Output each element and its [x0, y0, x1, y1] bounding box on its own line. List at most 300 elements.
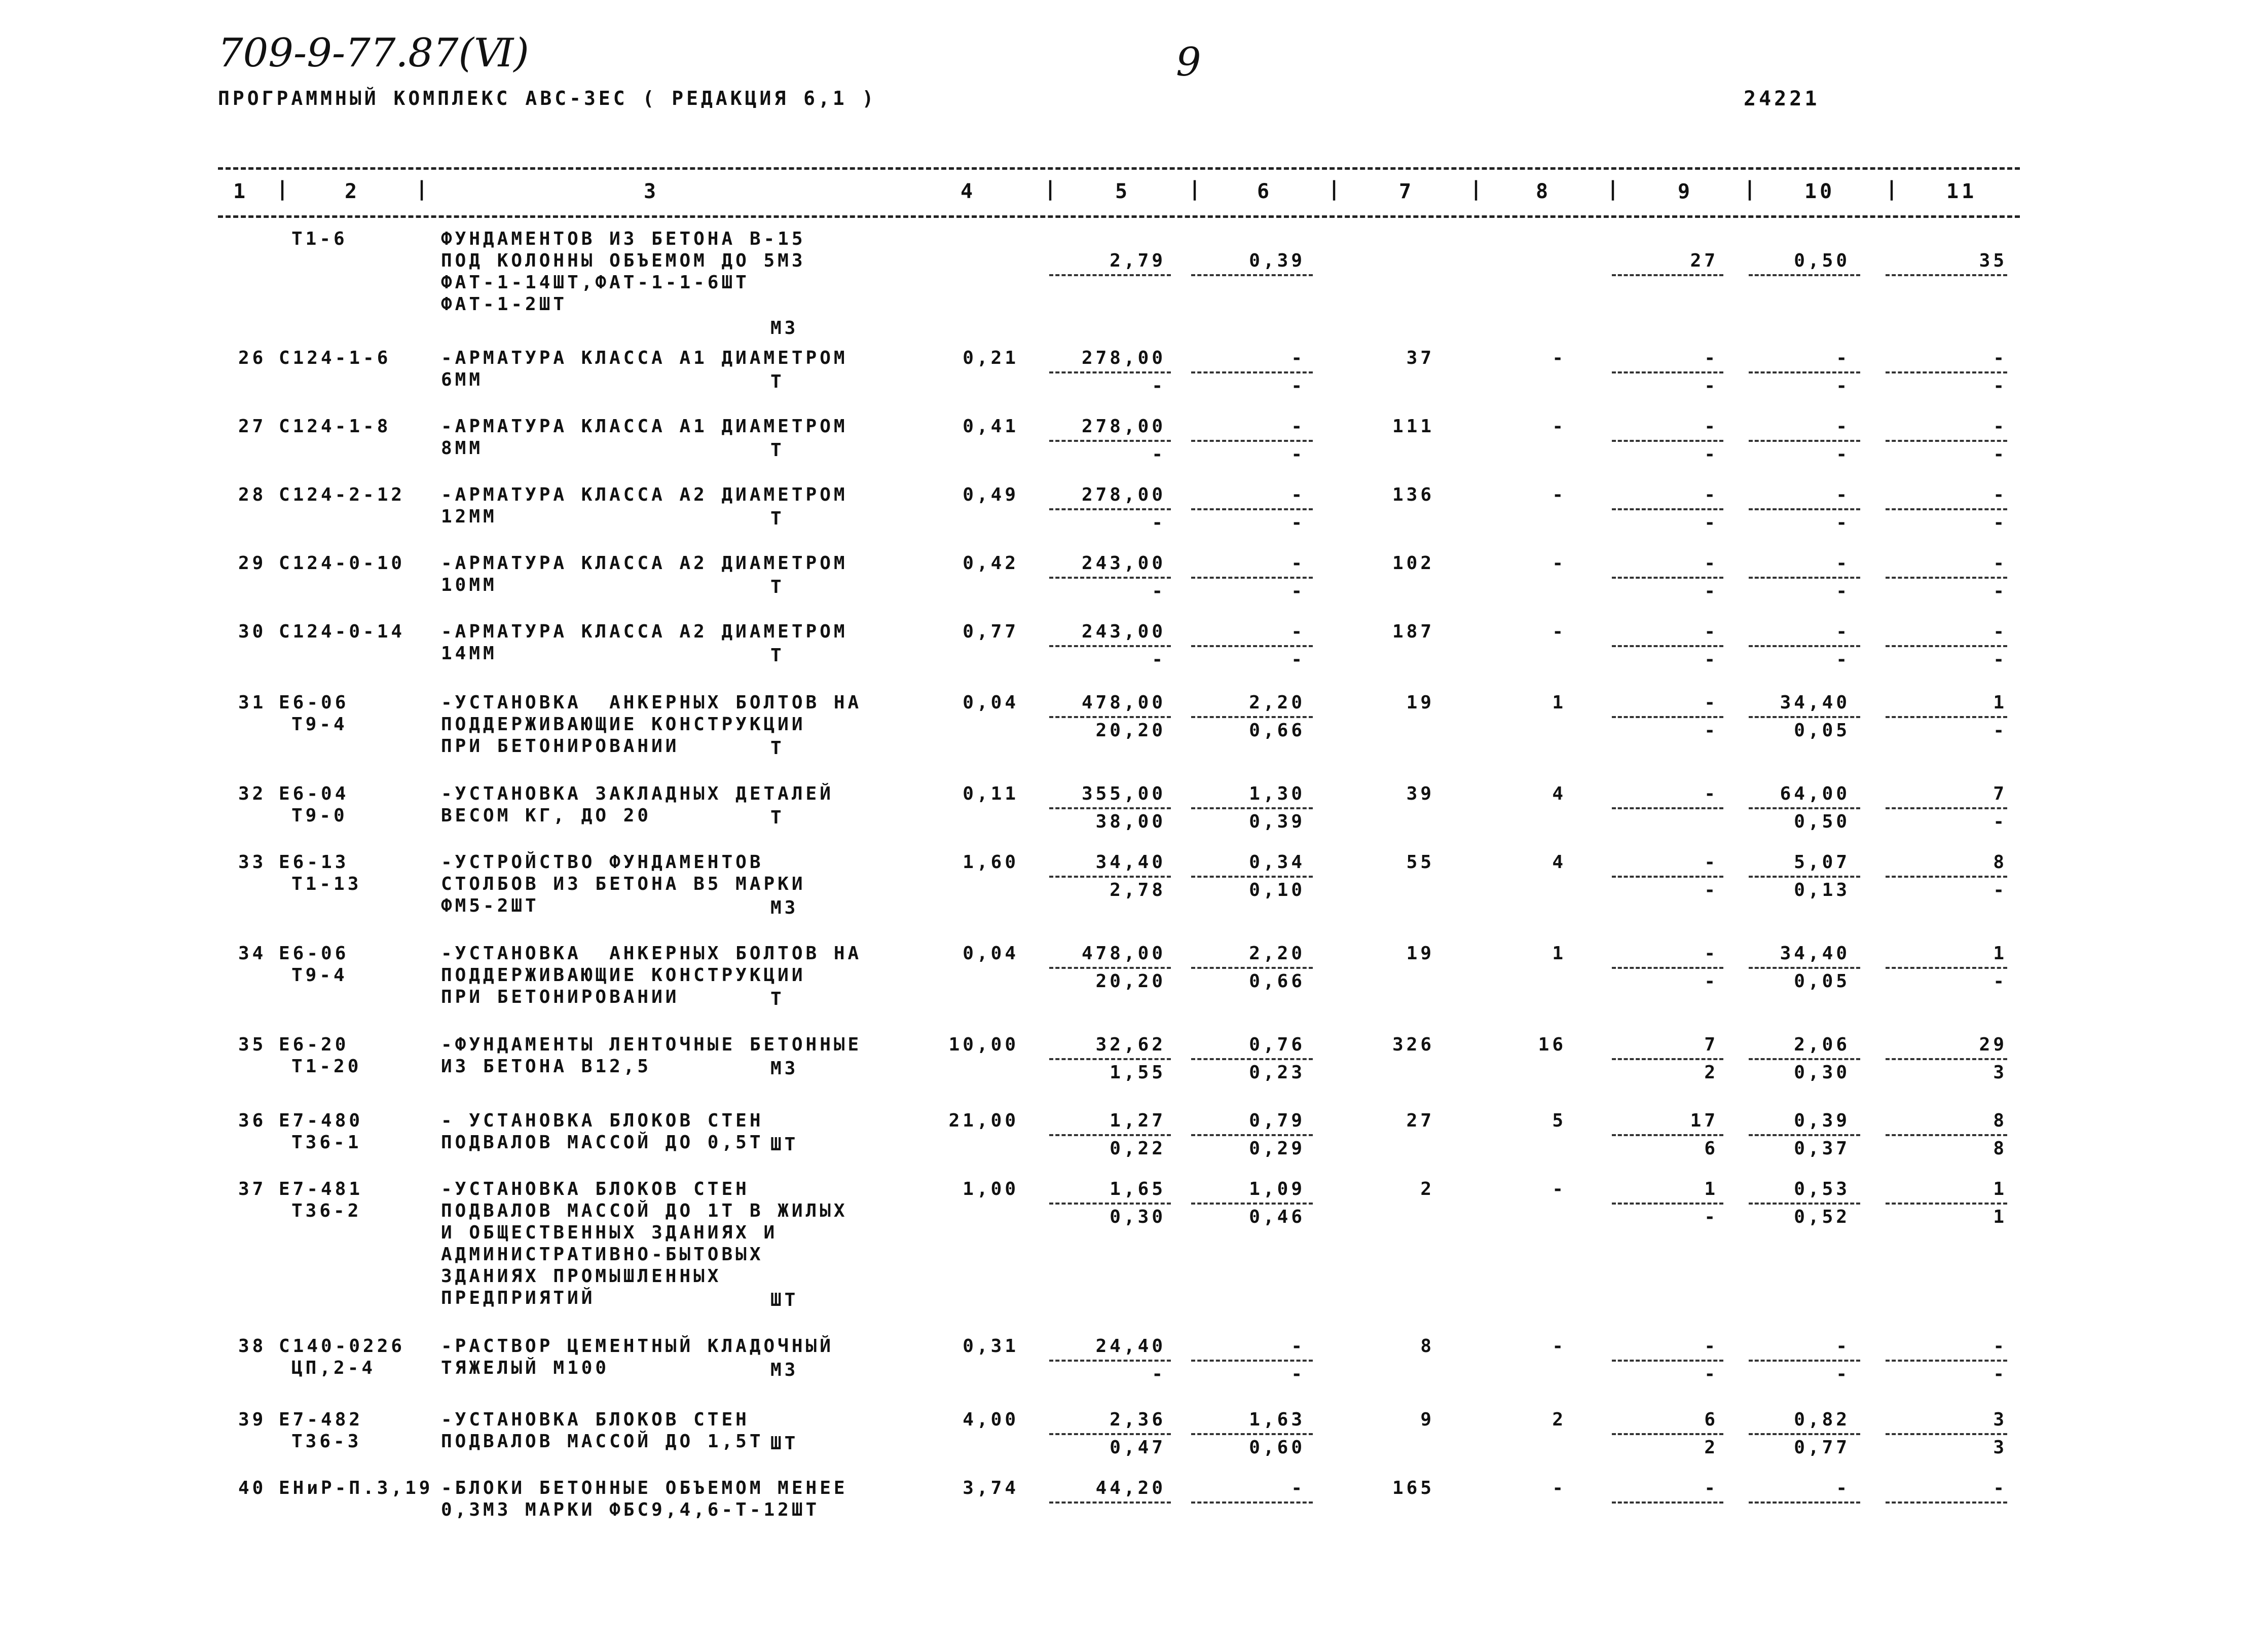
row-description-line: ПОДВАЛОВ МАССОЙ ДО 1Т В ЖИЛЫХ: [441, 1200, 848, 1221]
row-subvalue-sub10: -: [1836, 581, 1850, 602]
row-subvalue-sub10: 0,05: [1794, 720, 1850, 741]
row-unit: Т: [770, 645, 785, 666]
row-value-c7: 111: [1392, 416, 1434, 437]
row-value-c11: 3: [1993, 1409, 2007, 1430]
cell-divider-rule: [1191, 371, 1313, 373]
cell-divider-rule: [1612, 371, 1723, 373]
row-value-c10: 0,50: [1794, 250, 1850, 271]
row-value-c8: 16: [1538, 1034, 1566, 1055]
cell-divider-rule: [1612, 1058, 1723, 1060]
row-value-c9: -: [1704, 852, 1718, 873]
row-value-c9: -: [1704, 348, 1718, 368]
row-value-c10: 0,82: [1794, 1409, 1850, 1430]
row-subvalue-sub5: -: [1152, 376, 1166, 396]
row-subvalue-sub11: -: [1993, 376, 2007, 396]
row-subvalue-sub9: -: [1704, 512, 1718, 533]
row-subvalue-sub10: -: [1836, 649, 1850, 670]
row-value-c10: -: [1836, 1478, 1850, 1498]
cell-divider-rule: [1749, 274, 1860, 276]
row-description-line: 10ММ: [441, 575, 497, 595]
cell-divider-rule: [1749, 876, 1860, 878]
row-description-line: ПРИ БЕТОНИРОВАНИИ: [441, 736, 680, 757]
row-value-c11: -: [1993, 553, 2007, 574]
row-value-c6: 0,76: [1249, 1034, 1305, 1055]
row-subvalue-sub6: 0,39: [1249, 811, 1305, 832]
cell-divider-rule: [1886, 274, 2007, 276]
row-subvalue-sub9: -: [1704, 444, 1718, 465]
cell-divider-rule: [1612, 1433, 1723, 1435]
cell-divider-rule: [1612, 577, 1723, 579]
handwritten-document-code: 709-9-77.87(Ⅵ): [218, 30, 529, 76]
row-description-line: ФАТ-1-14ШТ,ФАТ-1-1-6ШТ: [441, 272, 750, 293]
row-subvalue-sub9: -: [1704, 880, 1718, 900]
row-unit: Т: [770, 371, 785, 392]
row-number: 38: [238, 1336, 267, 1357]
row-value-c4: 1,60: [963, 852, 1019, 873]
row-unit: Т: [770, 989, 785, 1009]
row-description-line: ФМ5-2ШТ: [441, 895, 539, 916]
row-subvalue-sub11: -: [1993, 971, 2007, 992]
row-subvalue-sub6: -: [1291, 512, 1305, 533]
row-value-c5: 243,00: [1081, 621, 1166, 642]
cell-divider-rule: [1612, 440, 1723, 442]
col-header-10: 10: [1804, 180, 1835, 203]
row-value-c10: 0,39: [1794, 1110, 1850, 1131]
cell-divider-rule: [1049, 967, 1171, 969]
row-code: Е6-20: [279, 1034, 349, 1055]
row-value-c4: 0,04: [963, 692, 1019, 713]
row-description-line: -АРМАТУРА КЛАССА А2 ДИАМЕТРОМ: [441, 484, 848, 505]
row-value-c6: -: [1291, 1336, 1305, 1357]
row-value-c9: -: [1704, 783, 1718, 804]
row-number: 33: [238, 852, 267, 873]
col-header-7: 7: [1399, 180, 1415, 203]
row-subvalue-sub6: 0,66: [1249, 720, 1305, 741]
cell-divider-rule: [1749, 1058, 1860, 1060]
cell-divider-rule: [1612, 1360, 1723, 1362]
row-description-line: 0,3М3 МАРКИ ФБС9,4,6-Т-12ШТ: [441, 1499, 820, 1520]
row-number: 37: [238, 1179, 267, 1199]
row-value-c6: -: [1291, 416, 1305, 437]
row-value-c5: 2,36: [1110, 1409, 1166, 1430]
row-subvalue-sub10: 0,13: [1794, 880, 1850, 900]
row-unit: Т: [770, 577, 785, 597]
row-number: 32: [238, 783, 267, 804]
row-value-c4: 0,41: [963, 416, 1019, 437]
row-subvalue-sub11: -: [1993, 720, 2007, 741]
row-value-c9: 17: [1690, 1110, 1718, 1131]
col-header-4: 4: [961, 180, 976, 203]
row-value-c7: 55: [1406, 852, 1434, 873]
row-value-c5: 278,00: [1081, 348, 1166, 368]
cell-divider-rule: [1191, 876, 1313, 878]
cell-divider-rule: [1886, 876, 2007, 878]
row-subvalue-sub9: 2: [1704, 1062, 1718, 1083]
row-value-c10: 2,06: [1794, 1034, 1850, 1055]
row-subvalue-sub10: -: [1836, 512, 1850, 533]
row-value-c4: 1,00: [963, 1179, 1019, 1199]
row-unit: М3: [770, 897, 799, 918]
cell-divider-rule: [1749, 807, 1860, 809]
col-header-3: 3: [644, 180, 659, 203]
row-value-c7: 39: [1406, 783, 1434, 804]
cell-divider-rule: [1612, 967, 1723, 969]
row-description-line: -АРМАТУРА КЛАССА А2 ДИАМЕТРОМ: [441, 553, 848, 574]
row-value-c11: 8: [1993, 852, 2007, 873]
row-value-c6: -: [1291, 348, 1305, 368]
row-value-c7: 37: [1406, 348, 1434, 368]
row-value-c10: -: [1836, 416, 1850, 437]
row-subvalue-sub10: -: [1836, 376, 1850, 396]
row-number: 35: [238, 1034, 267, 1055]
row-code-secondary: Т1-13: [291, 874, 362, 894]
col-header-5: 5: [1115, 180, 1131, 203]
row-value-c5: 478,00: [1081, 943, 1166, 964]
row-value-c9: -: [1704, 484, 1718, 505]
row-value-c8: -: [1552, 553, 1566, 574]
cell-divider-rule: [1886, 1433, 2007, 1435]
row-description-line: -АРМАТУРА КЛАССА А1 ДИАМЕТРОМ: [441, 348, 848, 368]
row-subvalue-sub9: -: [1704, 720, 1718, 741]
cell-divider-rule: [1749, 577, 1860, 579]
col-separator: |: [1886, 177, 1901, 201]
row-code-secondary: Т9-4: [291, 965, 348, 986]
row-description-line: ФУНДАМЕНТОВ ИЗ БЕТОНА В-15: [441, 229, 806, 249]
row-description-line: 8ММ: [441, 438, 484, 459]
row-code: Е6-04: [279, 783, 349, 804]
row-number: 40: [238, 1478, 267, 1498]
row-code: Е7-482: [279, 1409, 363, 1430]
row-value-c10: -: [1836, 484, 1850, 505]
cell-divider-rule: [1049, 645, 1171, 647]
cell-divider-rule: [1612, 716, 1723, 718]
row-unit: М3: [770, 1058, 799, 1079]
cell-divider-rule: [1749, 1203, 1860, 1205]
col-header-1: 1: [233, 180, 249, 203]
row-description-line: -УСТАНОВКА БЛОКОВ СТЕН: [441, 1409, 750, 1430]
col-header-9: 9: [1678, 180, 1693, 203]
row-value-c7: 326: [1392, 1034, 1434, 1055]
document-code-number: 24221: [1744, 87, 1820, 110]
cell-divider-rule: [1049, 1360, 1171, 1362]
row-subvalue-sub10: -: [1836, 1364, 1850, 1384]
row-code-secondary: ЦП,2-4: [291, 1358, 376, 1378]
col-header-8: 8: [1536, 180, 1552, 203]
row-subvalue-sub6: -: [1291, 444, 1305, 465]
cell-divider-rule: [1612, 1203, 1723, 1205]
row-code-secondary: Т36-3: [291, 1431, 362, 1452]
table-header-rule: [218, 215, 2020, 218]
row-description-line: -УСТРОЙСТВО ФУНДАМЕНТОВ: [441, 852, 764, 873]
row-value-c6: 1,30: [1249, 783, 1305, 804]
row-value-c11: -: [1993, 1336, 2007, 1357]
row-subvalue-sub5: -: [1152, 649, 1166, 670]
row-subvalue-sub9: 2: [1704, 1437, 1718, 1458]
row-value-c11: 7: [1993, 783, 2007, 804]
row-value-c5: 32,62: [1095, 1034, 1166, 1055]
row-subvalue-sub6: -: [1291, 376, 1305, 396]
cell-divider-rule: [1049, 1134, 1171, 1136]
row-value-c6: 1,63: [1249, 1409, 1305, 1430]
row-value-c4: 0,11: [963, 783, 1019, 804]
cell-divider-rule: [1191, 1203, 1313, 1205]
row-unit: ШТ: [770, 1433, 799, 1454]
cell-divider-rule: [1749, 1360, 1860, 1362]
row-number: 29: [238, 553, 267, 574]
row-description-line: -БЛОКИ БЕТОННЫЕ ОБЪЕМОМ МЕНЕЕ: [441, 1478, 848, 1498]
row-value-c4: 0,77: [963, 621, 1019, 642]
cell-divider-rule: [1191, 1360, 1313, 1362]
cell-divider-rule: [1049, 716, 1171, 718]
row-code: Т1-6: [291, 229, 348, 249]
col-separator: |: [1328, 177, 1344, 201]
row-subvalue-sub6: 0,10: [1249, 880, 1305, 900]
row-description-line: ПОДВАЛОВ МАССОЙ ДО 1,5Т: [441, 1431, 764, 1452]
row-description-line: ПРЕДПРИЯТИЙ: [441, 1288, 596, 1308]
row-subvalue-sub9: -: [1704, 649, 1718, 670]
row-value-c7: 19: [1406, 692, 1434, 713]
row-subvalue-sub5: 0,47: [1110, 1437, 1166, 1458]
row-description-line: -УСТАНОВКА БЛОКОВ СТЕН: [441, 1179, 750, 1199]
row-value-c11: -: [1993, 621, 2007, 642]
row-description-line: -УСТАНОВКА ЗАКЛАДНЫХ ДЕТАЛЕЙ: [441, 783, 834, 804]
row-unit: Т: [770, 807, 785, 828]
cell-divider-rule: [1049, 1501, 1171, 1504]
row-value-c4: 0,49: [963, 484, 1019, 505]
cell-divider-rule: [1612, 1134, 1723, 1136]
row-subvalue-sub10: 0,30: [1794, 1062, 1850, 1083]
row-unit: Т: [770, 508, 785, 529]
row-subvalue-sub5: 2,78: [1110, 880, 1166, 900]
row-value-c11: -: [1993, 484, 2007, 505]
row-number: 31: [238, 692, 267, 713]
col-separator: |: [1607, 177, 1622, 201]
row-code: Е7-481: [279, 1179, 363, 1199]
row-description-line: -АРМАТУРА КЛАССА А1 ДИАМЕТРОМ: [441, 416, 848, 437]
cell-divider-rule: [1886, 1134, 2007, 1136]
cell-divider-rule: [1886, 440, 2007, 442]
row-value-c8: 5: [1552, 1110, 1566, 1131]
row-code: С124-1-8: [279, 416, 391, 437]
row-description-line: И ОБЩЕСТВЕННЫХ ЗДАНИЯХ И: [441, 1222, 778, 1243]
row-subvalue-sub11: 3: [1993, 1062, 2007, 1083]
cell-divider-rule: [1612, 274, 1723, 276]
row-value-c6: 0,34: [1249, 852, 1305, 873]
cell-divider-rule: [1049, 274, 1171, 276]
row-value-c5: 34,40: [1095, 852, 1166, 873]
row-subvalue-sub10: 0,77: [1794, 1437, 1850, 1458]
row-value-c6: -: [1291, 1478, 1305, 1498]
cell-divider-rule: [1749, 508, 1860, 510]
row-value-c10: -: [1836, 348, 1850, 368]
row-subvalue-sub6: 0,23: [1249, 1062, 1305, 1083]
row-subvalue-sub5: -: [1152, 444, 1166, 465]
row-value-c4: 21,00: [948, 1110, 1019, 1131]
row-value-c7: 136: [1392, 484, 1434, 505]
row-value-c8: -: [1552, 348, 1566, 368]
row-description-line: ПОДВАЛОВ МАССОЙ ДО 0,5Т: [441, 1132, 764, 1153]
cell-divider-rule: [1886, 1203, 2007, 1205]
row-value-c4: 4,00: [963, 1409, 1019, 1430]
row-value-c11: 1: [1993, 943, 2007, 964]
row-value-c4: 10,00: [948, 1034, 1019, 1055]
col-separator: |: [1189, 177, 1204, 201]
row-value-c8: -: [1552, 1336, 1566, 1357]
row-subvalue-sub11: 3: [1993, 1437, 2007, 1458]
row-code: Е6-06: [279, 943, 349, 964]
cell-divider-rule: [1886, 508, 2007, 510]
row-code: ЕНиР-П.3,19: [279, 1478, 433, 1498]
col-separator: |: [276, 177, 292, 201]
row-description-line: ПОДДЕРЖИВАЮЩИЕ КОНСТРУКЦИИ: [441, 965, 806, 986]
row-subvalue-sub11: -: [1993, 811, 2007, 832]
row-subvalue-sub6: 0,60: [1249, 1437, 1305, 1458]
row-value-c6: 2,20: [1249, 692, 1305, 713]
row-value-c4: 0,21: [963, 348, 1019, 368]
row-value-c7: 19: [1406, 943, 1434, 964]
row-value-c9: -: [1704, 692, 1718, 713]
cell-divider-rule: [1191, 1134, 1313, 1136]
row-code: С124-0-10: [279, 553, 405, 574]
cell-divider-rule: [1612, 807, 1723, 809]
row-value-c11: 29: [1979, 1034, 2007, 1055]
row-value-c7: 102: [1392, 553, 1434, 574]
cell-divider-rule: [1749, 1433, 1860, 1435]
row-code-secondary: Т36-1: [291, 1132, 362, 1153]
row-subvalue-sub10: 0,52: [1794, 1207, 1850, 1227]
cell-divider-rule: [1191, 967, 1313, 969]
row-value-c5: 355,00: [1081, 783, 1166, 804]
cell-divider-rule: [1886, 1058, 2007, 1060]
row-value-c8: 2: [1552, 1409, 1566, 1430]
row-value-c10: 5,07: [1794, 852, 1850, 873]
row-subvalue-sub5: -: [1152, 581, 1166, 602]
row-description-line: 14ММ: [441, 643, 497, 664]
row-description-line: ФАТ-1-2ШТ: [441, 294, 568, 315]
row-value-c7: 165: [1392, 1478, 1434, 1498]
row-subvalue-sub5: 20,20: [1095, 971, 1166, 992]
row-value-c9: -: [1704, 1478, 1718, 1498]
row-value-c9: -: [1704, 621, 1718, 642]
row-subvalue-sub10: 0,05: [1794, 971, 1850, 992]
row-number: 30: [238, 621, 267, 642]
cell-divider-rule: [1749, 1501, 1860, 1504]
row-code: Е7-480: [279, 1110, 363, 1131]
row-value-c5: 1,65: [1110, 1179, 1166, 1199]
row-subvalue-sub5: -: [1152, 512, 1166, 533]
row-subvalue-sub6: -: [1291, 1364, 1305, 1384]
cell-divider-rule: [1749, 371, 1860, 373]
cell-divider-rule: [1886, 807, 2007, 809]
row-subvalue-sub9: -: [1704, 1207, 1718, 1227]
cell-divider-rule: [1049, 1203, 1171, 1205]
row-value-c8: 4: [1552, 783, 1566, 804]
row-description-line: -АРМАТУРА КЛАССА А2 ДИАМЕТРОМ: [441, 621, 848, 642]
row-code-secondary: Т1-20: [291, 1056, 362, 1077]
row-unit: М3: [770, 1360, 799, 1380]
row-code-secondary: Т9-0: [291, 805, 348, 826]
cell-divider-rule: [1191, 1501, 1313, 1504]
row-value-c6: 2,20: [1249, 943, 1305, 964]
cell-divider-rule: [1886, 645, 2007, 647]
row-unit: М3: [770, 318, 799, 339]
cell-divider-rule: [1886, 577, 2007, 579]
row-value-c10: -: [1836, 621, 1850, 642]
row-subvalue-sub9: -: [1704, 376, 1718, 396]
row-value-c8: -: [1552, 1179, 1566, 1199]
row-value-c4: 0,31: [963, 1336, 1019, 1357]
row-value-c11: 8: [1993, 1110, 2007, 1131]
row-number: 27: [238, 416, 267, 437]
cell-divider-rule: [1049, 1433, 1171, 1435]
row-description-line: -РАСТВОР ЦЕМЕНТНЫЙ КЛАДОЧНЫЙ: [441, 1336, 834, 1357]
row-subvalue-sub11: 1: [1993, 1207, 2007, 1227]
row-description-line: - УСТАНОВКА БЛОКОВ СТЕН: [441, 1110, 764, 1131]
row-value-c10: 0,53: [1794, 1179, 1850, 1199]
program-title: ПРОГРАММНЫЙ КОМПЛЕКС АВС-ЗЕС ( РЕДАКЦИЯ 6,1 ): [218, 87, 877, 109]
col-separator: |: [1744, 177, 1759, 201]
row-value-c8: 1: [1552, 943, 1566, 964]
row-value-c11: 1: [1993, 1179, 2007, 1199]
col-header-2: 2: [345, 180, 360, 203]
cell-divider-rule: [1191, 577, 1313, 579]
row-subvalue-sub5: 38,00: [1095, 811, 1166, 832]
row-subvalue-sub11: 8: [1993, 1138, 2007, 1159]
row-value-c5: 1,27: [1110, 1110, 1166, 1131]
row-number: 28: [238, 484, 267, 505]
row-code: С124-0-14: [279, 621, 405, 642]
row-value-c11: -: [1993, 348, 2007, 368]
row-code: Е6-06: [279, 692, 349, 713]
row-value-c10: 34,40: [1780, 943, 1850, 964]
row-value-c9: 7: [1704, 1034, 1718, 1055]
row-subvalue-sub10: 0,37: [1794, 1138, 1850, 1159]
row-value-c10: 34,40: [1780, 692, 1850, 713]
row-description-line: ПОД КОЛОННЫ ОБЪЕМОМ ДО 5М3: [441, 250, 806, 271]
table-top-rule: [218, 167, 2020, 170]
cell-divider-rule: [1612, 645, 1723, 647]
row-subvalue-sub10: 0,50: [1794, 811, 1850, 832]
row-value-c7: 2: [1420, 1179, 1434, 1199]
row-subvalue-sub5: -: [1152, 1364, 1166, 1384]
row-description-line: -ФУНДАМЕНТЫ ЛЕНТОЧНЫЕ БЕТОННЫЕ: [441, 1034, 862, 1055]
cell-divider-rule: [1886, 716, 2007, 718]
row-code-secondary: Т9-4: [291, 714, 348, 735]
col-separator: |: [1470, 177, 1486, 201]
row-value-c11: 35: [1979, 250, 2007, 271]
row-description-line: 12ММ: [441, 506, 497, 527]
row-code: С140-0226: [279, 1336, 405, 1357]
row-value-c9: 6: [1704, 1409, 1718, 1430]
row-value-c8: -: [1552, 1478, 1566, 1498]
row-value-c8: -: [1552, 416, 1566, 437]
row-description-line: АДМИНИСТРАТИВНО-БЫТОВЫХ: [441, 1244, 764, 1265]
cell-divider-rule: [1886, 1501, 2007, 1504]
cell-divider-rule: [1749, 1134, 1860, 1136]
row-value-c8: -: [1552, 621, 1566, 642]
row-unit: Т: [770, 738, 785, 759]
row-value-c5: 44,20: [1095, 1478, 1166, 1498]
row-value-c6: 0,79: [1249, 1110, 1305, 1131]
cell-divider-rule: [1049, 508, 1171, 510]
row-value-c8: 4: [1552, 852, 1566, 873]
row-description-line: ПОДДЕРЖИВАЮЩИЕ КОНСТРУКЦИИ: [441, 714, 806, 735]
row-subvalue-sub10: -: [1836, 444, 1850, 465]
cell-divider-rule: [1749, 645, 1860, 647]
row-value-c10: -: [1836, 1336, 1850, 1357]
row-value-c6: -: [1291, 484, 1305, 505]
cell-divider-rule: [1886, 371, 2007, 373]
